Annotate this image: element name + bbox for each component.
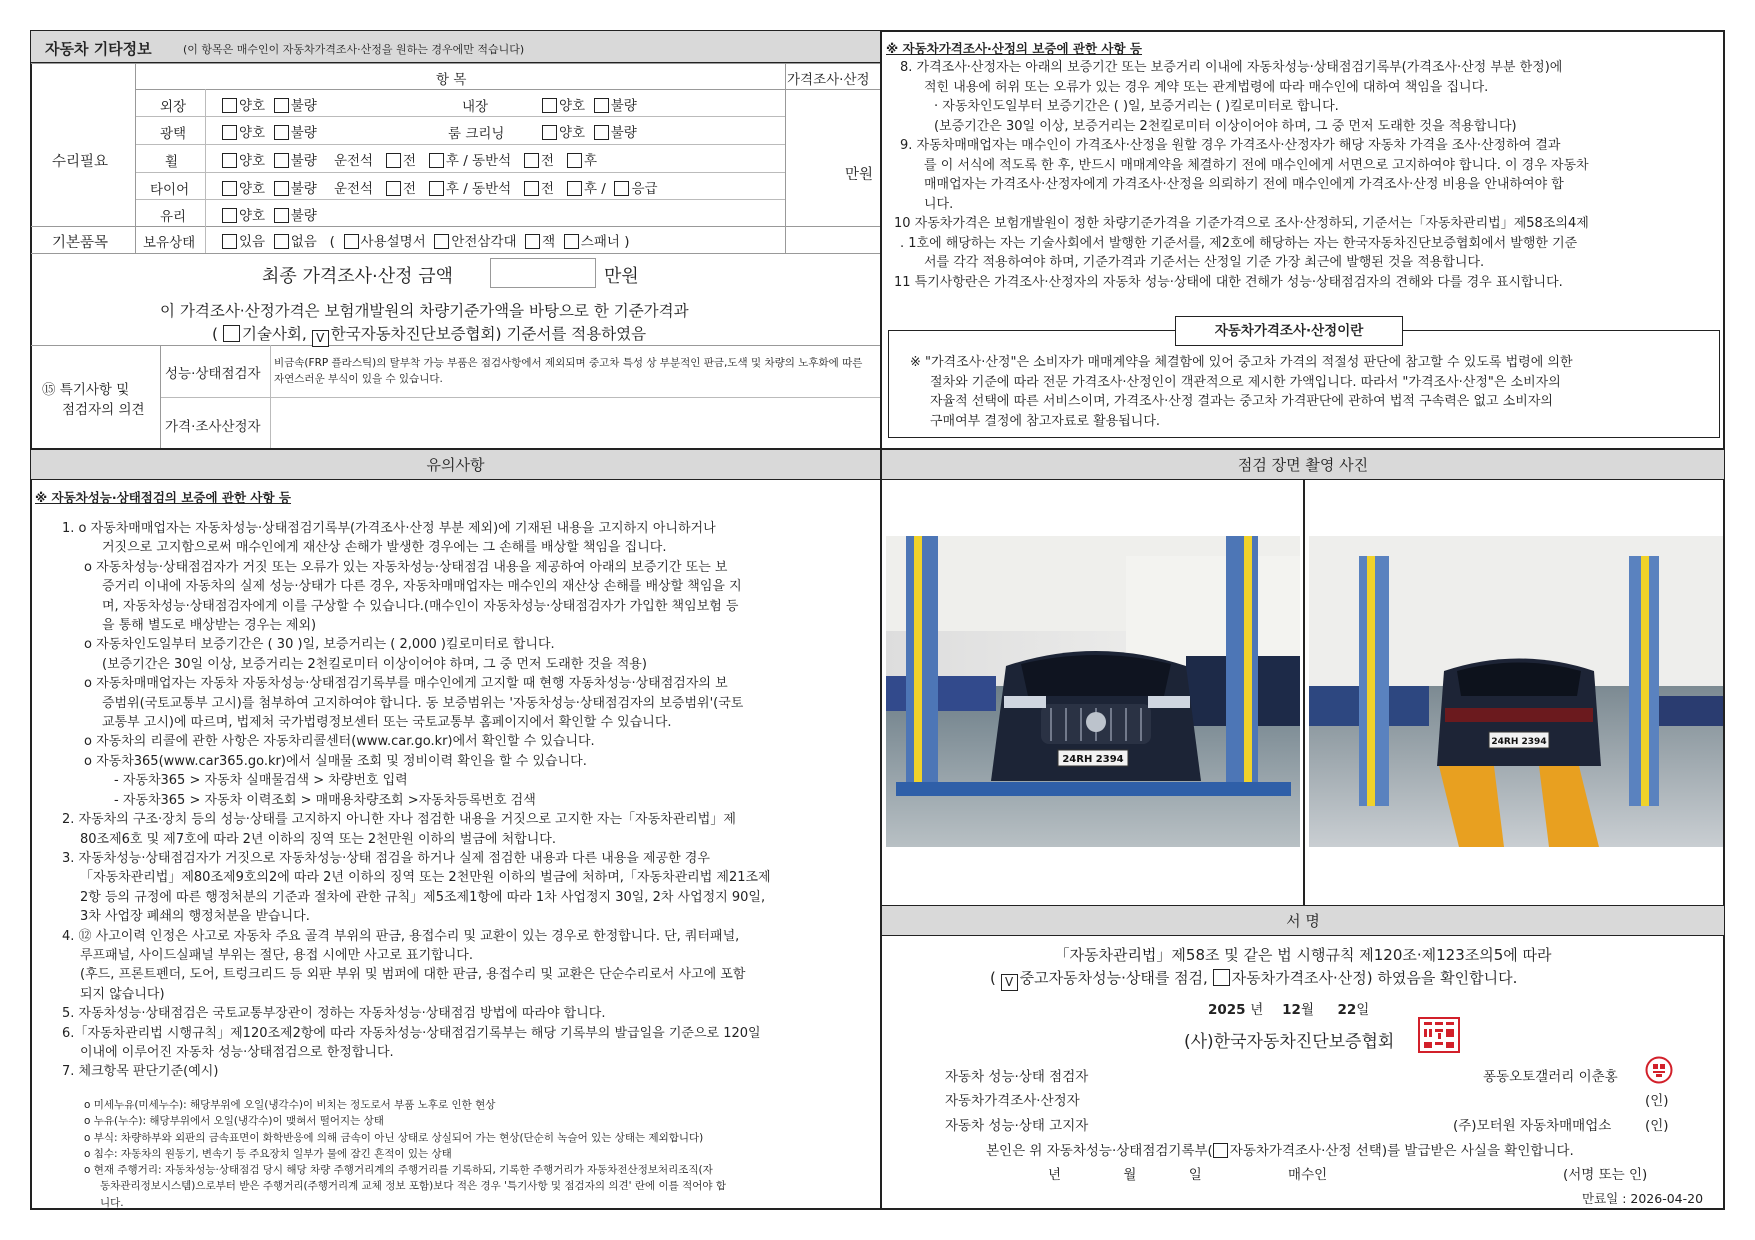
wheel-driver-front-checkbox[interactable] <box>386 153 401 168</box>
rear-plate-text: 24RH 2394 <box>1491 737 1547 747</box>
row-label-interior: 내장 <box>462 99 489 115</box>
right-top-heading: ※ 자동차가격조사·산정의 보증에 관한 사항 등 <box>886 41 1143 56</box>
notes-criteria: ο 미세누유(미세누수): 해당부위에 오일(냉각수)이 비치는 정도로서 부품 노후로 인한 현상 ο 누유(누수): 해당부위에서 오일(냉각수)이 맺혀서 떨어지는 상태 ο 부식: 차량하부와 외판의 금속표면이 화학반응에 의해 금속이 아닌 상태로 상실되어 가는 현상(단순히 녹슬어 있는 상태는 제외합니다) ο 침수: 자동차의 원동기, 변속기 등 주요장치 일부가 물에 잠긴 흔적이 있는 상태 ο 현재 주행거리: 자동차성능·상태점검 당시 해당 차량 주행거리계의 주행거리를 기록하되, 기록한 주행거리가 자동차전산정보처리조직(자 동차관리정보시스템)으로부터 받은 주행거리(주행거리계 교체 정보 포함)보다 적은 경우 '특기사항 및 점검자의 의견' 란에 이를 적어야 합 니다. <box>84 1099 726 1209</box>
wheel-bad-checkbox[interactable] <box>274 153 289 168</box>
price-unit: 만원 <box>845 167 874 183</box>
notifier-role: 자동차 성능·상태 고지자 <box>945 1118 1089 1134</box>
other-info-title: 자동차 기타정보 <box>45 40 152 58</box>
center-divider <box>880 30 882 1210</box>
room-good-checkbox[interactable] <box>542 125 557 140</box>
group-basic-label: 기본품목 <box>52 235 109 251</box>
right-item-10: 10 자동차가격은 보험개발원이 정한 차량기준가격을 기준가격으로 조사·산정하되, 기준서는「자동차관리법」제58조의4제 <box>894 216 1589 231</box>
notes-body: 1. ο 자동차매매업자는 자동차성능·상태점검기록부(가격조사·산정 부분 제외)에 기재된 내용을 고지하지 아니하거나 거짓으로 고지함으로써 매수인에게 재산상 손해가 발생한 경우에는 그 손해를 배상할 책임을 집니다. ο 자동차성능·상태점검자가 거짓 또는 오류가 있는 자동차성능·상태점검 내용을 제공하여 아래의 보증기간 또는 보 증거리 이내에 자동차의 실제 성능·상태가 다른 경우, 자동차매매업자는 매수인의 재산상 손해를 배상할 책임을 지 며, 자동차성능·상태점검자에게 이를 구상할 수 있습니다.(매수인이 자동차성능·상태점검자가 가입한 책임보험 등 을 통해 별도로 배상받는 경우는 제외) ο 자동차인도일부터 보증기간은 ( 30 )일, 보증거리는 ( 2,000 )킬로미터로 합니다. (보증기간은 30일 이상, 보증거리는 2천킬로미터 이상이어야 하며, 그 중 먼저 도래한 것을 적용) ο 자동차매매업자는 자동차 자동차성능·상태점검기록부를 매수인에게 고지할 때 현행 자동차성능·상태점검자의 보 증범위(국토교통부 고시)를 첨부하여 고지하여야 합니다. 동 보증범위는 '자동차성능·상태점검자의 보증범위'(국토 교통부 고시)에 따르며, 법제처 국가법령정보센터 또는 국토교통부 홈페이지에서 확인할 수 있습니다. ο 자동차의 리콜에 관한 사항은 자동차리콜센터(www.car.go.kr)에서 확인할 수 있습니다. ο 자동차365(www.car365.go.kr)에서 실매물 조회 및 정비이력 확인을 할 수 있습니다. - 자동차365 > 자동차 실매물검색 > 차량번호 입력 - 자동차365 > 자동차 이력조회 > 매매용차량조회 >자동차등록번호 검색 2. 자동차의 구조·장치 등의 성능·상태를 고지하지 아니한 자나 점검한 내용을 거짓으로 고지한 자는「자동차관리법」제 80조제6호 및 제7호에 따라 2년 이하의 징역 또는 2천만원 이하의 벌금에 처합니다. 3. 자동차성능·상태점검자가 거짓으로 자동차성능·상태 점검을 하거나 실제 점검한 내용과 다른 내용을 제공한 경우 「자동차관리법」제80조제9호의2에 따라 2년 이하의 징역 또는 2천만원 이하의 벌금에 처하며,「자동차관리법 제21조제 2항 등의 규정에 따른 행정처분의 기준과 절차에 관한 규칙」제5조제1항에 따라 1차 사업정지 30일, 2차 사업정지 90일, 3차 사업장 폐쇄의 행정처분을 받습니다. 4. ⑫ 사고이력 인정은 사고로 자동차 주요 골격 부위의 판금, 용접수리 및 교환이 있는 경우로 한정합니다. 단, 쿼터패널, 루프패널, 사이드실패널 부위는 절단, 용접 시에만 사고로 표기합니다. (후드, 프론트펜더, 도어, 트렁크리드 등 외판 부위 및 범퍼에 대한 판금, 용접수리 및 교환은 단순수리로서 사고에 포함 되지 않습니다) 5. 자동차성능·상태점검은 국토교통부장관이 정하는 자동차성능·상태점검 방법에 따라야 합니다. 6.「자동차관리법 시행규칙」제120조제2항에 따라 자동차성능·상태점검기록부는 해당 기록부의 발급일을 기준으로 120일 이내에 이루어진 자동차 성능·상태점검으로 한정합니다. 7. 체크항목 판단기준(예시) <box>62 521 771 1080</box>
inspector-role: 자동차 성능·상태 점검자 <box>945 1069 1089 1085</box>
inspector-opinion-label: 성능·상태점검자 <box>165 366 261 382</box>
room-bad-checkbox[interactable] <box>594 125 609 140</box>
right-top-items: 8. 가격조사·산정자는 아래의 보증기간 또는 보증거리 이내에 자동차성능·상태점검기록부(가격조사·산정 부분 한정)에 적힌 내용에 허위 또는 오류가 있는 경우 계약 또는 관계법령에 따라 매수인에 대하여 책임을 집니다. · 자동차인도일부터 보증기간은 ( )일, 보증거리는 ( )킬로미터로 합니다. (보증기간은 30일 이상, 보증거리는 2천킬로미터 이상이어야 하며, 그 중 먼저 도래한 것을 적용합니다) 9. 자동차매매업자는 매수인이 가격조사·산정을 원할 경우 가격조사·산정자가 해당 자동차 가격을 조사·산정하여 결과 를 이 서식에 적도록 한 후, 반드시 매매계약을 체결하기 전에 매수인에게 서면으로 고지하여야 합니다. 이 경우 자동차 매매업자는 가격조사·산정자에게 가격조사·산정을 의뢰하기 전에 매수인에게 가격조사·산정 비용을 안내하여야 합 니다. 10 자동차가격은 보험개발원이 정한 차량기준가격을 기준가격으로 조사·산정하되, 기준서는「자동차관리법」제58조의4제 . 1호에 해당하는 자는 기술사회에서 발행한 기준서를, 제2호에 해당하는 자는 한국자동차진단보증협회에서 발행한 기준 서를 각각 적용하여야 하며, 기준가격과 기준서는 산정일 기준 가장 최근에 발행된 것을 적용합니다. 11 특기사항란은 가격조사·산정자의 자동차 성능·상태에 대한 견해가 성능·상태점검자의 견해와 다를 경우 표시합니다. <box>900 58 1720 292</box>
front-inspection-photo <box>886 536 1300 847</box>
signature-confirm-line: ( V 중고자동차성능·상태를 점검, 자동차가격조사·산정) 하였음을 확인합니다. <box>990 969 1518 989</box>
notifier-seal: (인) <box>1645 1118 1669 1134</box>
confirm-inspection-checkbox[interactable]: V <box>1001 974 1018 991</box>
inspector-seal <box>1645 1056 1673 1084</box>
row-label-glass: 유리 <box>160 209 187 225</box>
col-price-header: 가격조사·산정 <box>787 72 870 88</box>
special-label-2: 점검자의 의견 <box>62 402 145 418</box>
exterior-good-checkbox[interactable] <box>222 98 237 113</box>
buyer-sign: (서명 또는 인) <box>1563 1167 1648 1183</box>
notes-header: 유의사항 <box>31 450 880 480</box>
special-label-1: ⑮ 특기사항 및 <box>42 382 130 398</box>
jack-checkbox[interactable] <box>525 234 540 249</box>
front-plate-text: 24RH 2394 <box>1062 754 1124 765</box>
possession-have-checkbox[interactable] <box>222 234 237 249</box>
interior-good-checkbox[interactable] <box>542 98 557 113</box>
signature-date: 2025 년 12월 22일 <box>1208 1002 1370 1018</box>
wheel-passenger-rear-checkbox[interactable] <box>567 153 582 168</box>
notes-heading: ※ 자동차성능·상태점검의 보증에 관한 사항 등 <box>35 490 292 505</box>
final-price-unit: 만원 <box>604 266 639 287</box>
wheel-options: 양호 불량 운전석 전 후 / 동반석 전 후 <box>222 149 597 169</box>
inspector-name: 퐁동오토갤러리 이춘홍 <box>1483 1069 1618 1085</box>
spanner-checkbox[interactable] <box>564 234 579 249</box>
manual-checkbox[interactable] <box>344 234 359 249</box>
association-seal <box>1418 1017 1460 1053</box>
expiry-date: 만료일 : 2026-04-20 <box>1582 1191 1704 1206</box>
appraisal-info-title: 자동차가격조사·산정이란 <box>1175 316 1403 346</box>
notifier-name: (주)모터원 자동차매매업소 <box>1453 1118 1612 1134</box>
signature-law-line: 「자동차관리법」제58조 및 같은 법 시행규칙 제120조·제123조의5에 따라 <box>1054 946 1552 964</box>
row-label-possession: 보유상태 <box>143 235 196 251</box>
rear-inspection-photo <box>1309 536 1723 847</box>
tire-good-checkbox[interactable] <box>222 181 237 196</box>
tire-passenger-rear-checkbox[interactable] <box>567 181 582 196</box>
tire-driver-rear-checkbox[interactable] <box>429 181 444 196</box>
row-label-exterior: 외장 <box>160 99 187 115</box>
glass-good-checkbox[interactable] <box>222 208 237 223</box>
association-name: (사)한국자동차진단보증협회 <box>1184 1032 1395 1052</box>
buyer-date-line: 년 월 일 매수인 <box>1048 1167 1328 1183</box>
other-info-header <box>31 31 880 63</box>
final-price-label: 최종 가격조사·산정 금액 <box>262 266 454 287</box>
gloss-options: 양호 불량 <box>222 121 317 141</box>
final-price-input[interactable] <box>490 258 596 288</box>
basis-line1: 이 가격조사·산정가격은 보험개발원의 차량기준가액을 바탕으로 한 기준가격과 <box>160 302 689 320</box>
possession-options: 있음 없음 ( 사용설명서 안전삼각대 잭 스패너 ) <box>222 230 629 250</box>
room-cleaning-options: 양호 불량 <box>542 121 637 141</box>
basis-line2: ( 기술사회, V 한국자동차진단보증협회) 기준서를 적용하였음 <box>212 325 647 345</box>
right-item-9: 9. 자동차매매업자는 매수인이 가격조사·산정을 원할 경우 가격조사·산정자가 해당 자동차 가격을 조사·산정하여 결과 <box>900 138 1561 153</box>
right-item-11: 11 특기사항란은 가격조사·산정자의 자동차 성능·상태에 대한 견해가 성능·상태점검자의 견해와 다를 경우 표시합니다. <box>894 274 1563 290</box>
wheel-driver-rear-checkbox[interactable] <box>429 153 444 168</box>
row-label-gloss: 광택 <box>160 126 187 142</box>
other-info-note: (이 항목은 매수인이 자동차가격조사·산정을 원하는 경우에만 적습니다) <box>183 43 525 56</box>
inspector-opinion-text: 비금속(FRP 플라스틱)의 탈부착 가능 부품은 점검사항에서 제외되며 중고차 특성 상 부분적인 판금,도색 및 차량의 노후화에 따른 자연스러운 부식이 있을 수 있습니다. <box>274 357 863 385</box>
appraiser-seal: (인) <box>1645 1093 1669 1109</box>
appraisal-info-text: ※ "가격조사·산정"은 소비자가 매매계약을 체결함에 있어 중고차 가격의 적절성 판단에 참고할 수 있도록 법령에 의한 절차와 기준에 따라 전문 가격조사·산정인이 객관적으로 제시한 가액입니다. 따라서 "가격조사·산정"은 소비자의 자율적 선택에 따른 서비스이며, 가격조사·산정 결과는 중고차 가격판단에 관하여 법적 구속력은 없고 소비자의 구매여부 결정에 참고자료로 활용됩니다. <box>910 355 1573 429</box>
glass-bad-checkbox[interactable] <box>274 208 289 223</box>
exterior-options: 양호 불량 <box>222 94 317 114</box>
interior-bad-checkbox[interactable] <box>594 98 609 113</box>
row-label-tire: 타이어 <box>150 182 190 198</box>
wheel-passenger-front-checkbox[interactable] <box>524 153 539 168</box>
col-item-header: 항 목 <box>436 72 467 88</box>
triangle-checkbox[interactable] <box>434 234 449 249</box>
tire-emergency-checkbox[interactable] <box>614 181 629 196</box>
row-label-wheel: 휠 <box>165 154 179 170</box>
exterior-bad-checkbox[interactable] <box>274 98 289 113</box>
gloss-bad-checkbox[interactable] <box>274 125 289 140</box>
signature-header: 서 명 <box>882 906 1724 936</box>
basis-tech-checkbox[interactable] <box>223 325 240 342</box>
glass-options: 양호 불량 <box>222 204 317 224</box>
gloss-good-checkbox[interactable] <box>222 125 237 140</box>
group-repair-label: 수리필요 <box>52 154 109 170</box>
tire-options: 양호 불량 운전석 전 후 / 동반석 전 후 / 응급 <box>222 177 658 197</box>
row-label-room-cleaning: 룸 크리닝 <box>448 126 505 142</box>
photos-header: 점검 장면 촬영 사진 <box>882 450 1724 480</box>
appraiser-opinion-label: 가격·조사산정자 <box>165 419 261 435</box>
receipt-appraisal-checkbox[interactable] <box>1213 1143 1228 1158</box>
tire-bad-checkbox[interactable] <box>274 181 289 196</box>
basis-kaiia-checkbox[interactable]: V <box>312 330 329 347</box>
possession-none-checkbox[interactable] <box>274 234 289 249</box>
tire-passenger-front-checkbox[interactable] <box>524 181 539 196</box>
confirm-appraisal-checkbox[interactable] <box>1213 969 1230 986</box>
wheel-good-checkbox[interactable] <box>222 153 237 168</box>
appraiser-role: 자동차가격조사·산정자 <box>945 1093 1080 1109</box>
receipt-line: 본인은 위 자동차성능·상태점검기록부( 자동차가격조사·산정 선택)를 발급받은 사실을 확인합니다. <box>986 1143 1574 1159</box>
right-item-8: 8. 가격조사·산정자는 아래의 보증기간 또는 보증거리 이내에 자동차성능·상태점검기록부(가격조사·산정 부분 한정)에 <box>900 60 1563 75</box>
interior-options: 양호 불량 <box>542 94 637 114</box>
tire-driver-front-checkbox[interactable] <box>386 181 401 196</box>
